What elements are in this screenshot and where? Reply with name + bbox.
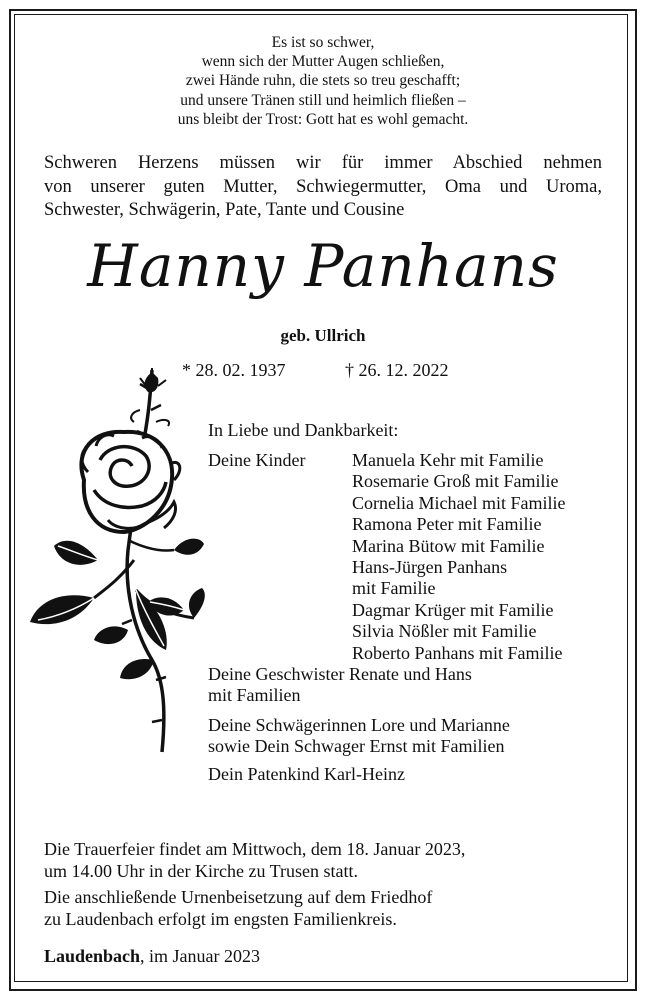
intro-text bbox=[44, 152, 602, 223]
poem-line: und unsere Tränen still und heimlich fließen – bbox=[180, 91, 466, 109]
funeral-line: Die anschließende Urnenbeisetzung auf dem Friedhof bbox=[44, 887, 433, 907]
child-name: Cornelia Michael mit Familie bbox=[352, 493, 566, 513]
child-name: Manuela Kehr mit Familie bbox=[352, 450, 544, 470]
child-name: Silvia Nößler mit Familie bbox=[352, 621, 537, 641]
child-name: Marina Bütow mit Familie bbox=[352, 536, 545, 556]
deceased-name: Hanny Panhans bbox=[87, 232, 559, 300]
child-name: Roberto Panhans mit Familie bbox=[352, 643, 563, 663]
siblings-line: Deine Geschwister Renate und Hans bbox=[208, 664, 472, 684]
poem-line: Es ist so schwer, bbox=[271, 34, 375, 51]
child-name: Rosemarie Groß mit Familie bbox=[352, 471, 559, 491]
birth-date: * 28. 02. 1937 bbox=[182, 360, 286, 380]
child-name: Hans-Jürgen Panhans bbox=[352, 557, 508, 577]
poem-line: uns bleibt der Trost: Gott hat es wohl gemacht. bbox=[177, 110, 469, 128]
child-name: Dagmar Krüger mit Familie bbox=[352, 600, 554, 620]
maiden-name: geb. Ullrich bbox=[280, 326, 366, 345]
intro-line: Schwester, Schwägerin, Pate, Tante und Cousine bbox=[44, 200, 405, 220]
place: Laudenbach bbox=[44, 946, 141, 966]
intro-line: Schweren Herzens müssen wir für immer Abschied nehmen bbox=[44, 153, 602, 173]
place-date bbox=[44, 945, 260, 967]
funeral-line: Die Trauerfeier findet am Mittwoch, dem 18. Januar 2023, bbox=[44, 839, 466, 859]
children-label: Deine Kinder bbox=[208, 450, 306, 470]
in-laws-line: sowie Dein Schwager Ernst mit Familien bbox=[208, 736, 505, 756]
poem-line: wenn sich der Mutter Augen schließen, bbox=[201, 53, 445, 71]
intro-line: von unserer guten Mutter, Schwiegermutter, Oma und Uroma, bbox=[44, 176, 602, 197]
funeral-line: zu Laudenbach erfolgt im engsten Familienkreis. bbox=[44, 909, 397, 929]
mourners-heading: In Liebe und Dankbarkeit: bbox=[208, 420, 399, 440]
child-name: mit Familie bbox=[352, 578, 436, 598]
death-date: † 26. 12. 2022 bbox=[345, 360, 449, 380]
poem-line: zwei Hände ruhn, die stets so treu geschafft; bbox=[185, 72, 461, 90]
siblings-line: mit Familien bbox=[208, 685, 301, 705]
date: , im Januar 2023 bbox=[140, 946, 261, 966]
rose-illustration bbox=[24, 360, 208, 760]
godchild-line: Dein Patenkind Karl-Heinz bbox=[208, 764, 405, 784]
child-name: Ramona Peter mit Familie bbox=[352, 514, 542, 534]
poem bbox=[0, 33, 646, 129]
in-laws-line: Deine Schwägerinnen Lore und Marianne bbox=[208, 715, 510, 735]
funeral-line: um 14.00 Uhr in der Kirche zu Trusen statt. bbox=[44, 861, 358, 881]
